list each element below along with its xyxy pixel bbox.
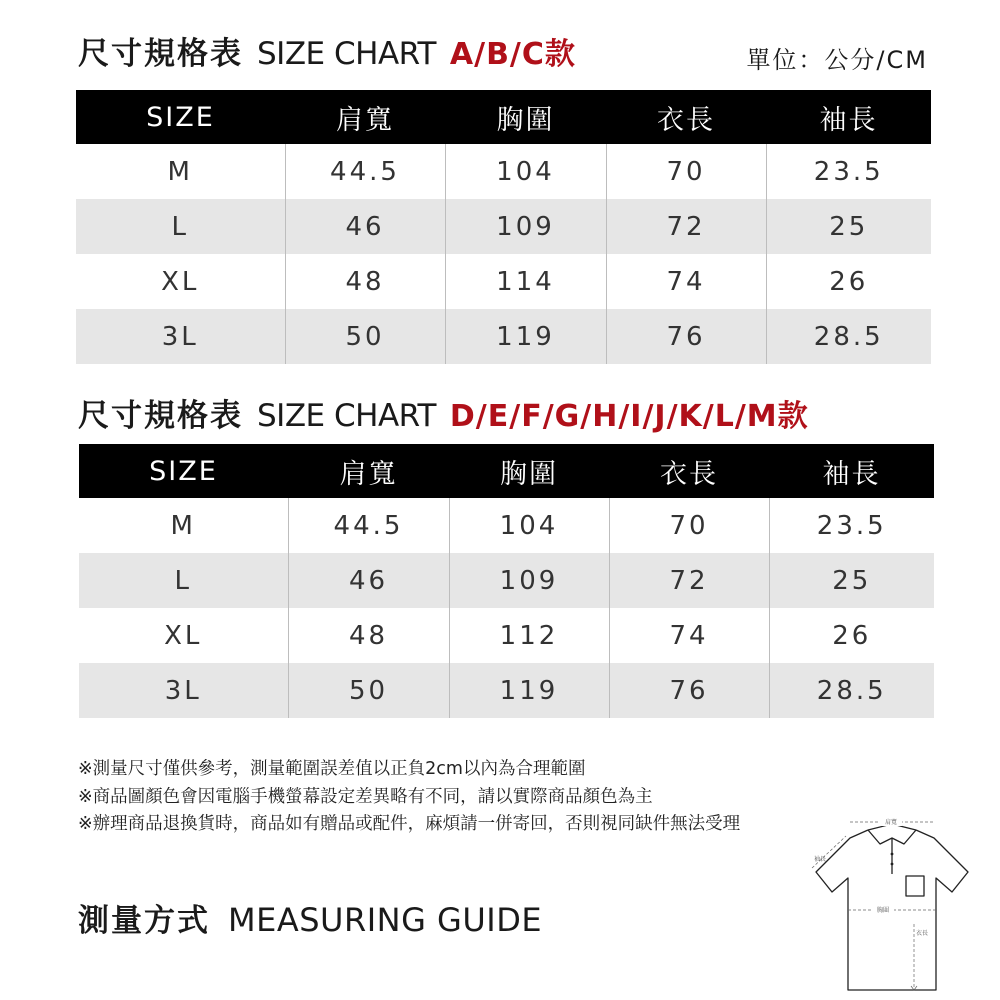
cell-sleeve: 28.5: [766, 309, 931, 364]
table-row: [76, 199, 931, 254]
cell-length: 72: [606, 199, 766, 254]
cell-size: XL: [161, 266, 200, 297]
model-codes: A/B/C款: [449, 37, 576, 72]
header-size: SIZE: [79, 444, 288, 498]
cell-size: L: [79, 553, 288, 608]
note-line: ※辦理商品退換貨時，商品如有贈品或配件，麻煩請一併寄回，否則視同缺件無法受理: [78, 814, 741, 834]
header-sleeve: 袖長: [769, 444, 934, 498]
size-chart-title-dm: [78, 390, 809, 435]
header-chest: 胸圍: [445, 90, 606, 144]
cell-sleeve: 28.5: [769, 663, 934, 718]
cell-shoulder: 46: [285, 199, 445, 254]
unit-label: 單位：公分/CM: [746, 46, 928, 74]
cell-sleeve: 25: [769, 553, 934, 608]
size-chart-title-abc: [78, 28, 576, 73]
table-row: [76, 254, 931, 309]
table-row: [76, 144, 931, 199]
table-header-row: [76, 90, 931, 144]
cell-chest: 119: [449, 663, 609, 718]
cell-chest: 104: [449, 498, 609, 553]
diagram-label-shoulder: 肩寬: [884, 819, 898, 826]
header-chest: 胸圍: [449, 444, 609, 498]
cell-shoulder: 46: [288, 553, 449, 608]
cell-size: M: [167, 156, 193, 187]
cell-sleeve: 25: [766, 199, 931, 254]
cell-length: 74: [606, 254, 766, 309]
title-zh: 尺寸規格表: [78, 398, 243, 434]
measuring-guide-title: [78, 895, 542, 940]
cell-length: 72: [609, 553, 769, 608]
cell-shoulder: 50: [288, 663, 449, 718]
header-size: SIZE: [76, 90, 285, 144]
cell-length: 70: [606, 144, 766, 199]
table-header-row: [79, 444, 934, 498]
table-row: [79, 608, 934, 663]
cell-shoulder: 44.5: [288, 498, 449, 553]
cell-chest: 109: [445, 199, 606, 254]
model-codes: D/E/F/G/H/I/J/K/L/M款: [449, 399, 809, 434]
cell-chest: 114: [445, 254, 606, 309]
cell-size: XL: [164, 620, 203, 651]
cell-shoulder: 48: [285, 254, 445, 309]
cell-size: 3L: [76, 309, 285, 364]
cell-chest: 112: [449, 608, 609, 663]
cell-length: 74: [609, 608, 769, 663]
header-length: 衣長: [609, 444, 769, 498]
cell-length: 76: [609, 663, 769, 718]
table-row: [79, 498, 934, 553]
cell-chest: 109: [449, 553, 609, 608]
cell-sleeve: 23.5: [769, 498, 934, 553]
cell-size: L: [76, 199, 285, 254]
cell-size: M: [170, 510, 196, 541]
polo-shirt-diagram-icon: [806, 814, 976, 992]
cell-chest: 104: [445, 144, 606, 199]
cell-shoulder: 50: [285, 309, 445, 364]
cell-sleeve: 23.5: [766, 144, 931, 199]
table-row: [76, 309, 931, 364]
note-line: ※商品圖顏色會因電腦手機螢幕設定差異略有不同，請以實際商品顏色為主: [78, 786, 653, 807]
note-line: ※測量尺寸僅供參考，測量範圍誤差值以正負2cm以內為合理範圍: [78, 759, 586, 779]
cell-sleeve: 26: [769, 608, 934, 663]
cell-shoulder: 48: [288, 608, 449, 663]
cell-size: 3L: [79, 663, 288, 718]
diagram-label-sleeve: 袖長: [814, 856, 827, 863]
title-zh: 尺寸規格表: [78, 36, 243, 72]
header-length: 衣長: [606, 90, 766, 144]
size-table-dm: [79, 444, 934, 718]
cell-chest: 119: [445, 309, 606, 364]
table-row: [79, 553, 934, 608]
guide-title-zh: 測量方式: [78, 903, 210, 939]
cell-sleeve: 26: [766, 254, 931, 309]
cell-shoulder: 44.5: [285, 144, 445, 199]
header-shoulder: 肩寬: [285, 90, 445, 144]
notes: [78, 756, 740, 839]
title-en: SIZE CHART: [257, 36, 436, 72]
header-sleeve: 袖長: [766, 90, 931, 144]
diagram-label-length: 衣長: [916, 930, 929, 937]
cell-length: 70: [609, 498, 769, 553]
diagram-label-chest: 胸圍: [876, 907, 890, 914]
title-en: SIZE CHART: [257, 398, 436, 434]
cell-length: 76: [606, 309, 766, 364]
header-shoulder: 肩寬: [288, 444, 449, 498]
size-table-abc: [76, 90, 931, 364]
guide-title-en: MEASURING GUIDE: [228, 901, 543, 939]
table-row: [79, 663, 934, 718]
